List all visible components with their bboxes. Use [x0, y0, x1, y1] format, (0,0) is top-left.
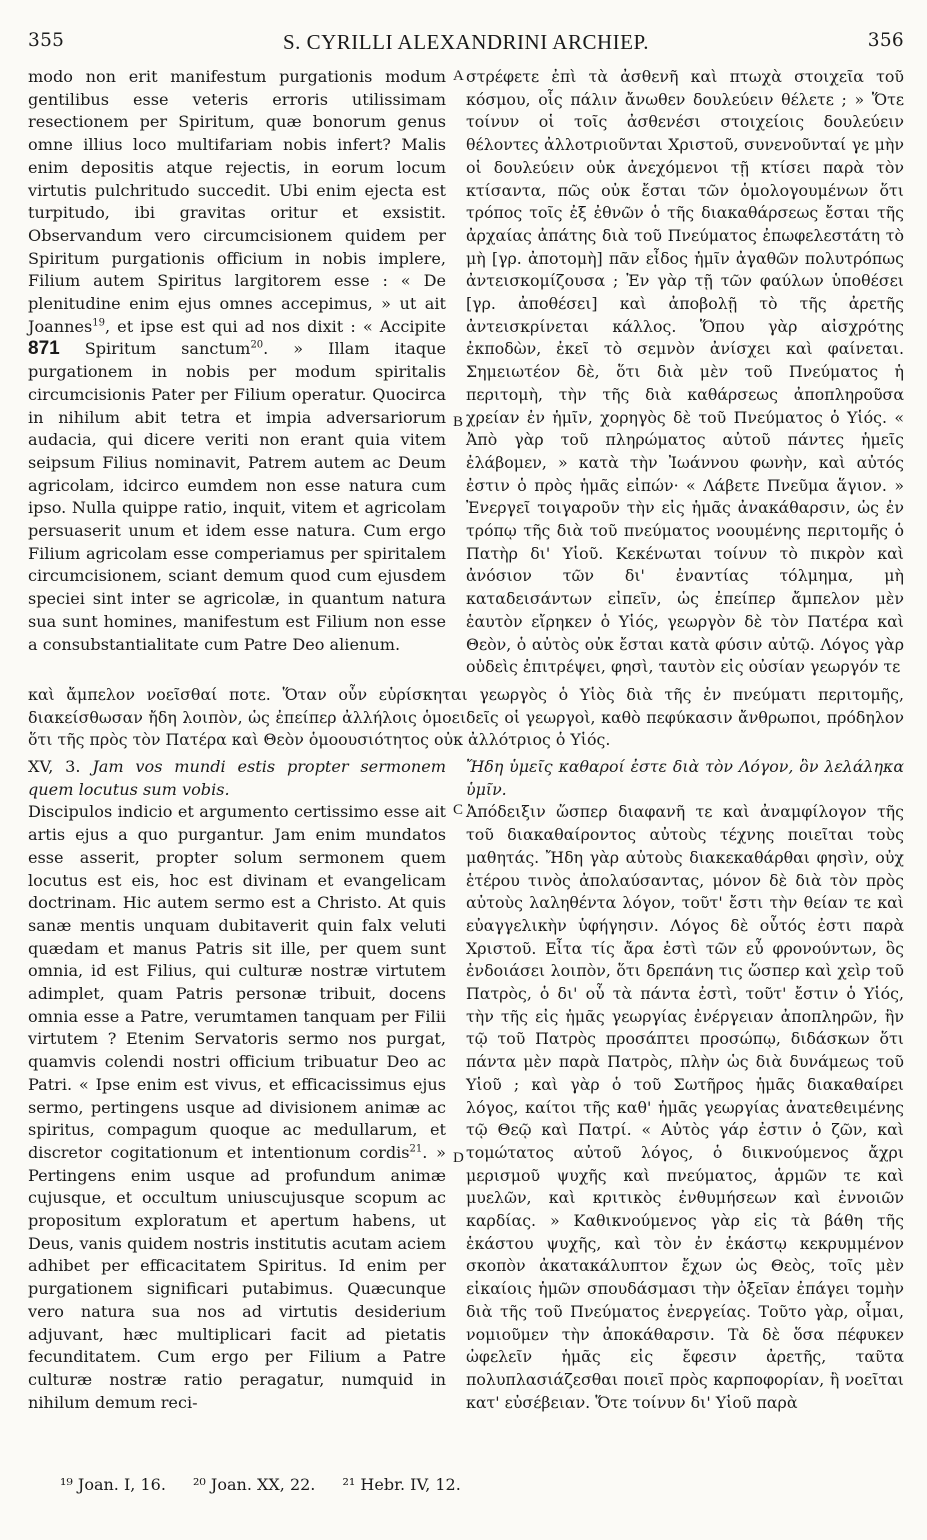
- greek-commentary: Ἀπόδειξιν ὥσπερ διαφανῆ τε καὶ ἀναμφίλογον τῆς τοῦ διακαθαίροντος αὐτοὺς τέχνης ποιεῖται τοὺς μαθητάς. Ἤδη γὰρ αὐτοὺς διακεκαθάρθαι φησὶν, οὐχ ἑτέρου τινὸς ἀπολαύσαντας, μόνον δὲ διὰ τὸν πρὸς αὐτοὺς λαληθέντα λόγον, τοῦτ' ἔστι τὴν θείαν τε καὶ εὐαγγελικὴν ὑφήγησιν. Λόγος δὲ οὗτός ἐστι παρὰ Χριστοῦ. Εἶτα τίς ἄρα ἐστὶ τῶν εὖ φρονούντων, ὃς ἐνδοιάσει λοιπὸν, ὅτι δρεπάνη τις ὥσπερ καὶ χεὶρ τοῦ Πατρὸς, ὁ δι' οὗ τὰ πάντα ἐστὶ, τοῦτ' ἔστιν ὁ Υἱός, τὴν τῆς εἰς ἡμᾶς γεωργίας ἐνέργειαν ἀποπληρῶν, ἣν τῷ τοῦ Πατρὸς προσάπτει προσώπῳ, διδάσκων ὅτι πάντα μὲν παρὰ Πατρὸς, πλὴν ὡς διὰ δυνάμεως τοῦ Υἱοῦ ; καὶ γὰρ ὁ τοῦ Σωτῆρος ἡμᾶς διακαθαίρει λόγος, καίτοι τῆς καθ' ἡμᾶς γεωργίας ἀνατεθειμένης τῷ Θεῷ καὶ Πατρί. « Αὐτὸς γάρ ἐστιν ὁ ζῶν, καὶ τομώτατος αὐτοῦ λόγος, ὁ διικνούμενος ἄχρι μερισμοῦ ψυχῆς καὶ πνεύματος, ἁρμῶν τε καὶ μυελῶν, καὶ κριτικὸς ἐνθυμήσεων καὶ ἐννοιῶν καρδίας. » Καθικνούμενος γὰρ εἰς τὰ βάθη τῆς ἑκάστου ψυχῆς, καὶ τὸν ἐν ἑκάστῳ κεκρυμμένον σκοπὸν ἀκατακάλυπτον ἔχων ὡς Θεὸς, τοῖς μὲν εἰκαίοις ἡμῶν σπουδάσμασι τὴν ὀξεῖαν ἐπάγει τομὴν διὰ τῆς τοῦ Πνεύματος ἐνεργείας. Τοῦτο γὰρ, οἶμαι, νομιοῦμεν τὴν ἀποκάθαρσιν. Τὰ δὲ ὅσα πέφυκεν ὠφελεῖν ἡμᾶς εἰς ἔφεσιν ἀρετῆς, ταῦτα πολυπλασιάζεσθαι ποιεῖ πρὸς καρποφορίαν, ἢ νοεῖται κατ' εὐσέβειαν. Ὅτε τοίνυν δι' Υἱοῦ παρὰ: [466, 802, 904, 1412]
- greek-paragraph: στρέφετε ἐπὶ τὰ ἀσθενῆ καὶ πτωχὰ στοιχεῖα τοῦ κόσμου, οἷς πάλιν ἄνωθεν δουλεύειν θέλετε ; » Ὅτε τοίνυν οἱ τοῖς ἀσθενέσι στοιχείοις δουλεύειν θέλοντες ἀλλοτριοῦνται Χριστοῦ, συνενοῦνταί γε μὴν οἱ δουλεύειν οὐκ ἀνεχόμενοι τῇ κτίσει παρὰ τὸν κτίσαντα, πῶς οὐκ ἔσται τῶν ὁμολογουμένων ὅτι τρόπος τοῖς ἐξ ἐθνῶν ὁ τῆς διακαθάρσεως ἔσται τῆς ἀρχαίας ἀπάτης διὰ τοῦ Πνεύματος ἐπωφελεστάτη τὸ μὴ [γρ. ἀποτομὴ] πᾶν εἶδος ἡμῖν ἀγαθῶν πολυτρόπως ἀντεισκομίζουσα ; Ἐν γὰρ τῇ τῶν φαύλων ὑποθέσει [γρ. ἀποθέσει] καὶ ἀποβολῇ τὸ τῆς ἀρετῆς ἀντεισκρίνεται κάλλος. Ὅπου γὰρ αἰσχρότης ἐκποδὼν, ἐκεῖ τὸ σεμνὸν ἀνίσχει καὶ φαίνεται. Σημειωτέον δὲ, ὅτι διὰ μὲν τοῦ Πνεύματος ἡ περιτομὴ, τὴν τῆς διὰ καθάρσεως ἀποπληροῦσα χρείαν ἐν ἡμῖν, χορηγὸς δὲ τοῦ Πνεύματος ὁ Υἱός. « Ἀπὸ γὰρ τοῦ πληρώματος αὐτοῦ πάντες ἡμεῖς ἐλάβομεν, » κατὰ τὴν Ἰωάννου φωνὴν, καὶ αὐτός ἐστιν ὁ πρὸς ἡμᾶς εἰπών· « Λάβετε Πνεῦμα ἅγιον. » Ἐνεργεῖ τοιγαροῦν τὴν εἰς ἡμᾶς ἀνακάθαρσιν, ὡς ἐν τρόπῳ τῆς διὰ τοῦ πνεύματος νοουμένης περιτομῆς ὁ Πατὴρ δι' Υἱοῦ. Κεκένωται τοίνυν τὸ πικρὸν καὶ ἀνόσιον τῶν δι' ἐναντίας τόλμημα, μὴ καταδεισάντων εἰπεῖν, ὡς ἐπείπερ ἄμπελον μὲν ἑαυτὸν εἴρηκεν ὁ Υἱός, γεωργὸν δὲ τὸν Πατέρα καὶ Θεὸν, ὁ αὐτὸς οὐκ ἔσται κατὰ φύσιν αὐτῷ. Λόγος γὰρ οὐδεὶς ἐπιτρέψει, φησὶ, ταυτὸν εἰς οὐσίαν γεωργόν τε: [466, 67, 904, 677]
- left-page-number: 355: [28, 30, 65, 51]
- greek-column-top: [466, 66, 904, 679]
- margin-letter-b: B: [453, 414, 464, 430]
- margin-letter-c: C: [453, 802, 464, 818]
- latin-column-bottom: [28, 756, 446, 1414]
- page-title: S. CYRILLI ALEXANDRINI ARCHIEP.: [282, 30, 650, 54]
- greek-full-width-paragraph: καὶ ἄμπελον νοεῖσθαί ποτε. Ὅταν οὖν εὑρίσκηται γεωργὸς ὁ Υἱὸς διὰ τῆς ἐν πνεύματι περιτομῆς, διακείσθωσαν ἤδη λοιπὸν, ὡς ἐπείπερ ἀλλήλοις ὁμοειδεῖς οἱ γεωργοὶ, καθὸ πεφύκασιν ἄνθρωποι, πρόδηλον ὅτι τῆς πρὸς τὸν Πατέρα καὶ Θεὸν ὁμοουσιότητος οὐκ ἀλλότριος ὁ Υἱός.: [28, 685, 904, 750]
- margin-letter-a: A: [453, 68, 464, 84]
- greek-column-bottom: [466, 756, 904, 1414]
- footnotes: [60, 1475, 483, 1494]
- running-header: [28, 30, 904, 64]
- latin-column-top: [28, 66, 446, 656]
- greek-verse: Ἤδη ὑμεῖς καθαροί ἐστε διὰ τὸν Λόγον, ὃν λελάληκα ὑμῖν.: [466, 757, 904, 799]
- footnote-ref-19: 19: [92, 317, 105, 329]
- latin-commentary: Discipulos indicio et argumento certissimo esse ait artis ejus a quo purgantur. Jam enim mundatos esse asserit, propter solum sermonem quem locutus est eis, hoc est divinam et evangelicam doctrinam. Hic autem sermo est a Christo. At quis sanæ mentis unquam dubitaverit quin falx veluti quædam et manus Patris sit ille, per quem sunt omnia, id est Filius, qui culturæ nostræ virtutem adimplet, quam Patris personæ tribuit, docens omnia esse a Patre, verumtamen tanquam per Filii virtutem ? Etenim Servatoris sermo nos purgat, quamvis colendi nostri officium tribuatur Deo ac Patri. « Ipse enim est vivus, et efficacissimus ejus sermo, pertingens usque ad divisionem animæ ac spiritus, compagum quoque ac medullarum, et discretor cogitationum et intentionum cordis$^{21}$. » Pertingens enim usque ad profundum animæ cujusque, et occultum uniuscujusque scopum ac propositum exploratum et apertum habens, ut Deus, vanis quidem nostris institutis acutam aciem adhibet per efficacitatem Spiritus. Id enim per purgationem significari putabimus. Quæcunque vero natura sua nos ad virtutis desiderium adjuvant, hæc multiplicari facit ad pietatis fecunditatem. Cum ergo per Filium a Patre culturæ nostræ ratio peragatur, numquid in nihilum demum reci-: [28, 802, 446, 1412]
- page: [28, 30, 904, 64]
- footnote-19: ¹⁹ Joan. I, 16.: [60, 1475, 166, 1494]
- footnote-20: ²⁰ Joan. XX, 22.: [193, 1475, 316, 1494]
- latin-verse: XV, 3. Jam vos mundi estis propter sermonem quem locutus sum vobis.: [28, 757, 446, 799]
- footnote-21: ²¹ Hebr. IV, 12.: [342, 1475, 461, 1494]
- margin-letter-d: D: [453, 1150, 464, 1166]
- footnote-ref-21: 21: [409, 1143, 423, 1155]
- column-number: 871: [28, 338, 60, 360]
- right-page-number: 356: [867, 30, 904, 51]
- footnote-ref-20: 20: [250, 340, 264, 352]
- latin-paragraph: modo non erit manifestum purgationis modum gentilibus esse veteris erroris utilissimam resectionem per Spiritum, quæ bonorum genus omne illius loco multifariam nobis infert? Malis enim depositis atque rejectis, in eorum locum virtutis pulchritudo succedit. Ubi enim ejecta est turpitudo, ibi gravitas oritur et exsistit. Observandum vero circumcisionem quidem per Spiritum purgationis officium in nobis implere, Filium autem Spiritus largitorem esse : « De plenitudine enim ejus omnes accepimus, » ut ait Joannes$^{19}$, et ipse est qui ad nos dixit : « Accipite 871 Spiritum sanctum$^{20}$. » Illam itaque purgationem in nobis per modum spiritalis circumcisionis Pater per Filium operatur. Quocirca in nihilum abit tetra et impia adversariorum audacia, qui dicere veriti non erant quia vitem seipsum Filius nominavit, Patrem autem ac Deum agricolam, idcirco eumdem non esse natura cum ipso. Nulla quippe ratio, inquit, vitem et agricolam persuaserit unum et idem esse natura. Cum ergo Filium agricolam esse comperiamus per spiritalem circumcisionem, sciant demum quod cum ejusdem speciei sint inter se agricolæ, in quantum natura sua sunt homines, manifestum est Filium non esse a consubstantialitate cum Patre Deo alienum.: [28, 67, 447, 654]
- verse-reference: XV, 3.: [28, 757, 81, 776]
